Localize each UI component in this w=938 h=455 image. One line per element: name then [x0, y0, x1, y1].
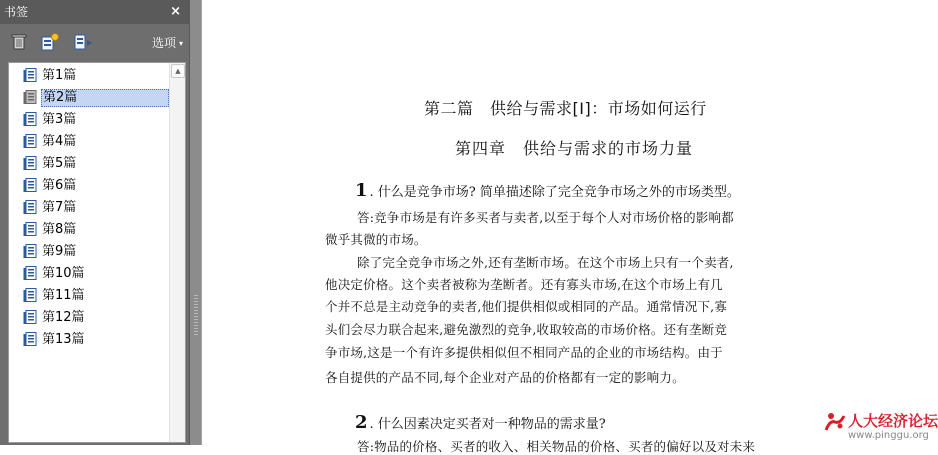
- watermark-url: www.pinggu.org: [848, 430, 929, 441]
- bookmark-item[interactable]: [23, 131, 173, 151]
- watermark-logo: [824, 408, 938, 444]
- question-1: [355, 180, 740, 201]
- bookmark-label: 第11篇: [42, 288, 85, 303]
- question-number: 2: [355, 412, 368, 433]
- vertical-scrollbar[interactable]: [169, 63, 185, 442]
- bookmark-label: 第8篇: [42, 222, 77, 237]
- bookmark-item[interactable]: [23, 241, 173, 261]
- bookmark-page-icon: [23, 200, 37, 215]
- bookmark-item[interactable]: [23, 87, 173, 107]
- paragraph-line: 答:物品的价格、买者的收入、相关物品的价格、买者的偏好以及对未来: [357, 439, 756, 454]
- bookmark-item[interactable]: [23, 197, 173, 217]
- question-number: 1: [355, 180, 368, 201]
- paragraph-line: 答:竞争市场是有许多买者与卖者,以至于每个人对市场价格的影响都: [357, 210, 734, 225]
- document-page: [202, 0, 938, 454]
- bookmark-label: 第2篇: [41, 89, 169, 107]
- paragraph-line: 个并不总是主动竞争的卖者,他们提供相似或相同的产品。通常情况下,寡: [325, 299, 728, 314]
- bookmark-page-icon: [23, 112, 37, 127]
- forum-logo-icon: [824, 410, 846, 432]
- bookmark-page-icon: [23, 90, 37, 105]
- bookmarks-toolbar: [0, 24, 189, 60]
- options-menu[interactable]: [152, 34, 183, 51]
- bookmark-page-icon: [23, 68, 37, 83]
- question-text: . 什么是竞争市场? 简单描述除了完全竞争市场之外的市场类型。: [369, 185, 740, 200]
- bookmark-label: 第10篇: [42, 266, 85, 281]
- options-label: 选项: [151, 36, 176, 50]
- paragraph-line: 各自提供的产品不同,每个企业对产品的价格都有一定的影响力。: [325, 370, 685, 385]
- bookmark-label: 第3篇: [42, 112, 77, 127]
- question-2: [355, 412, 606, 433]
- paragraph-line: 他决定价格。这个卖者被称为垄断者。还有寡头市场,在这个市场上有几: [325, 277, 723, 292]
- scroll-up-button[interactable]: ▲: [171, 64, 185, 78]
- watermark-name: 人大经济论坛: [848, 412, 938, 430]
- bookmark-label: 第9篇: [42, 244, 77, 259]
- bookmark-item[interactable]: [23, 329, 173, 349]
- bookmark-label: 第12篇: [42, 310, 85, 325]
- bookmark-label: 第7篇: [42, 200, 77, 215]
- bookmark-page-icon: [23, 266, 37, 281]
- bookmark-page-icon: [23, 156, 37, 171]
- bookmark-page-icon: [23, 134, 37, 149]
- bookmark-page-icon: [23, 288, 37, 303]
- bookmark-item[interactable]: [23, 307, 173, 327]
- bookmark-item[interactable]: [23, 109, 173, 129]
- bookmark-list[interactable]: [8, 62, 186, 443]
- bookmark-label: 第5篇: [42, 156, 77, 171]
- bookmark-label: 第1篇: [42, 68, 77, 83]
- bookmark-item[interactable]: [23, 285, 173, 305]
- panel-header: [0, 0, 189, 24]
- paragraph-line: 除了完全竞争市场之外,还有垄断市场。在这个市场上只有一个卖者,: [357, 255, 734, 270]
- panel-splitter[interactable]: [189, 0, 202, 445]
- part-title: 第二篇 供给与需求[I]：市场如何运行: [424, 99, 707, 118]
- trash-icon[interactable]: [9, 32, 29, 52]
- paragraph-line: 头们会尽力联合起来,避免激烈的竞争,收取较高的市场价格。还有垄断竞: [325, 322, 728, 337]
- close-icon[interactable]: ×: [170, 4, 181, 19]
- bookmark-label: 第6篇: [42, 178, 77, 193]
- bookmark-page-icon: [23, 222, 37, 237]
- chevron-down-icon: ▾: [178, 39, 183, 48]
- bookmark-item[interactable]: [23, 175, 173, 195]
- splitter-grip[interactable]: [194, 295, 198, 335]
- bookmark-page-icon: [23, 310, 37, 325]
- bookmark-item[interactable]: [23, 263, 173, 283]
- bookmark-label: 第13篇: [42, 332, 85, 347]
- bookmark-item[interactable]: [23, 153, 173, 173]
- bookmark-page-icon: [23, 178, 37, 193]
- bookmarks-panel: [0, 0, 189, 445]
- panel-title: 书签: [4, 5, 29, 19]
- bookmark-item[interactable]: [23, 219, 173, 239]
- chapter-title: 第四章 供给与需求的市场力量: [455, 139, 694, 158]
- bookmark-page-icon: [23, 332, 37, 347]
- expand-bookmark-icon[interactable]: [73, 32, 93, 52]
- new-bookmark-icon[interactable]: [40, 32, 60, 52]
- paragraph-line: 争市场,这是一个有许多提供相似但不相同产品的企业的市场结构。由于: [325, 345, 723, 360]
- bookmark-page-icon: [23, 244, 37, 259]
- bookmark-item[interactable]: [23, 65, 173, 85]
- bookmark-label: 第4篇: [42, 134, 77, 149]
- paragraph-line: 微乎其微的市场。: [325, 232, 427, 247]
- question-text: . 什么因素决定买者对一种物品的需求量?: [369, 417, 606, 432]
